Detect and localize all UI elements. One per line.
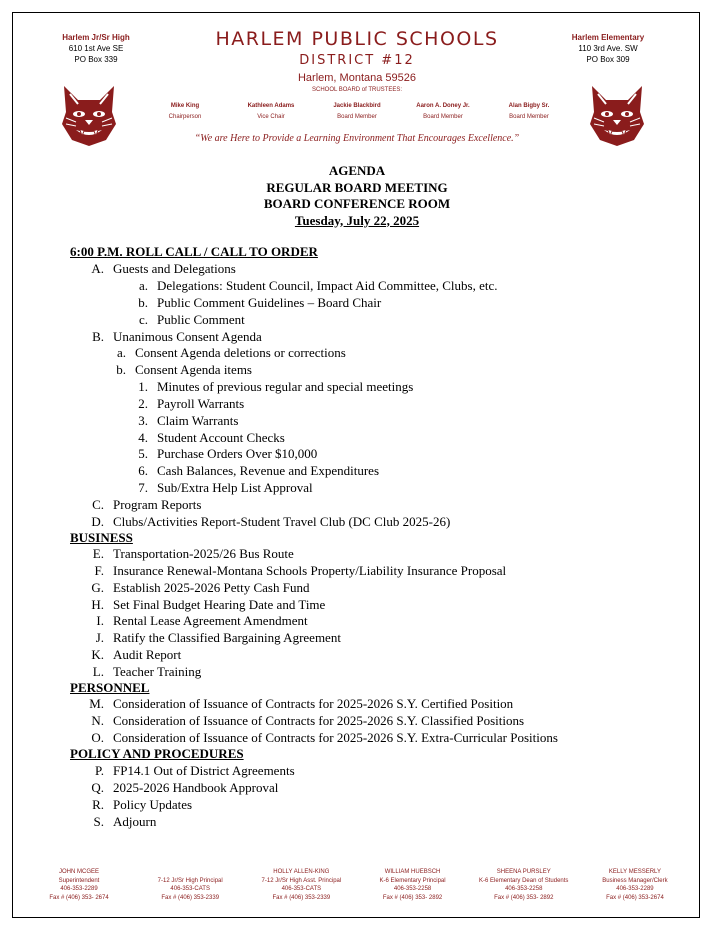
item-label: 7. (138, 480, 148, 495)
trustee-name: Jackie Blackbird (333, 103, 381, 109)
item-text: Unanimous Consent Agenda (113, 329, 262, 344)
trustee-role: Board Member (509, 114, 549, 120)
trustee-name: Kathleen Adams (247, 103, 295, 109)
staff-name (135, 868, 245, 877)
trustee-name: Alan Bigby Sr. (508, 103, 550, 109)
item-text: Cash Balances, Revenue and Expenditures (157, 463, 380, 478)
trustee (228, 101, 314, 123)
staff-fax: Fax # (406) 353- 2892 (494, 894, 554, 901)
item-text: Payroll Warrants (157, 396, 245, 411)
item-label: 4. (138, 430, 148, 445)
item-text: Public Comment (157, 312, 245, 327)
item-label: Q. (91, 780, 104, 795)
wildcat-logo-icon (58, 82, 120, 148)
item-text: 2025-2026 Handbook Approval (113, 780, 279, 795)
policy-heading: POLICY AND PROCEDURES (70, 746, 244, 761)
right-school-address2: PO Box 309 (586, 55, 630, 64)
district-motto: “We are Here to Provide a Learning Environment That Encourages Excellence.” (194, 133, 520, 144)
trustee-role: Board Member (423, 114, 463, 120)
district-city: Harlem, Montana 59526 (297, 72, 416, 84)
item-text: Establish 2025-2026 Petty Cash Fund (113, 580, 310, 595)
item-text: Teacher Training (113, 664, 202, 679)
item-label: J. (95, 630, 104, 645)
item-text: Consent Agenda items (135, 362, 252, 377)
staff-fax: Fax # (406) 353- 2892 (382, 894, 443, 901)
item-label: N. (91, 713, 104, 728)
staff-phone: 406-353-CATS (281, 886, 322, 892)
left-school-name: Harlem Jr/Sr High (62, 33, 130, 42)
item-text: Insurance Renewal-Montana Schools Property/Liability Insurance Proposal (113, 563, 507, 578)
item-label: C. (92, 497, 104, 512)
staff-title: 7-12 Jr/Sr High Asst. Principal (261, 877, 342, 884)
item-label: c. (138, 312, 148, 327)
staff-title: K-6 Elementary Principal (379, 877, 446, 884)
item-text: Guests and Delegations (113, 261, 236, 276)
meeting-date: Tuesday, July 22, 2025 (294, 212, 420, 228)
item-text: Consideration of Issuance of Contracts for 2025-2026 S.Y. Certified Position (113, 696, 514, 711)
staff-fax: Fax # (406) 353-2339 (161, 894, 220, 901)
staff-title: K-6 Elementary Dean of Students (479, 877, 569, 884)
item-label: b. (116, 362, 126, 377)
staff-phone: 406-353-2289 (60, 886, 98, 892)
left-school-address2: PO Box 339 (74, 55, 118, 64)
trustee-role: Chairperson (168, 114, 202, 120)
item-label: a. (138, 278, 148, 293)
item-text: Purchase Orders Over $10,000 (157, 446, 318, 461)
meeting-type: REGULAR BOARD MEETING (266, 179, 448, 195)
item-text: Adjourn (113, 814, 157, 829)
item-text: Delegations: Student Council, Impact Aid Committee, Clubs, etc. (157, 278, 498, 293)
item-text: Consideration of Issuance of Contracts for 2025-2026 S.Y. Extra-Curricular Positions (113, 730, 558, 745)
roll-call-heading: 6:00 P.M. ROLL CALL / CALL TO ORDER (70, 244, 318, 259)
district-title: HARLEM PUBLIC SCHOOLS (215, 28, 499, 50)
staff-title: Business Manager/Clerk (602, 877, 668, 884)
item-label: I. (96, 613, 104, 628)
item-label: 2. (138, 396, 148, 411)
item-text: Sub/Extra Help List Approval (157, 480, 313, 495)
staff-contact (24, 868, 134, 902)
trustee-name: Mike King (170, 103, 200, 109)
staff-name: SHEENA PURSLEY (496, 869, 551, 875)
item-text: Minutes of previous regular and special meetings (157, 379, 414, 394)
trustee (486, 101, 572, 123)
item-label: R. (92, 797, 104, 812)
right-school-block (548, 32, 668, 65)
trustee (314, 101, 400, 123)
staff-contact (469, 868, 579, 902)
item-label: b. (138, 295, 148, 310)
item-label: K. (91, 647, 104, 662)
staff-phone: 406-353-2258 (505, 886, 543, 892)
staff-phone: 406-353-CATS (170, 886, 210, 892)
staff-fax: Fax # (406) 353- 2674 (49, 894, 109, 901)
staff-title: Superintendent (58, 877, 100, 884)
item-text: Ratify the Classified Bargaining Agreement (113, 630, 341, 645)
item-label: 1. (138, 379, 148, 394)
staff-contact (246, 868, 356, 902)
item-label: L. (92, 664, 104, 679)
item-text: Program Reports (113, 497, 202, 512)
meeting-location: BOARD CONFERENCE ROOM (263, 196, 451, 211)
item-text: Set Final Budget Hearing Date and Time (113, 597, 326, 612)
item-label: P. (94, 763, 104, 778)
agenda-title: AGENDA (328, 163, 386, 178)
item-label: 5. (138, 446, 148, 461)
right-school-name: Harlem Elementary (571, 33, 645, 42)
item-text: Clubs/Activities Report-Student Travel Club (DC Club 2025-26) (113, 514, 451, 529)
item-label: a. (116, 345, 126, 360)
item-text: FP14.1 Out of District Agreements (113, 763, 295, 778)
item-text: Student Account Checks (157, 430, 285, 445)
wildcat-logo-icon (586, 82, 648, 148)
item-text: Claim Warrants (157, 413, 239, 428)
left-school-block (36, 32, 156, 65)
item-label: 3. (138, 413, 148, 428)
agenda-heading (150, 163, 564, 229)
item-label: S. (93, 814, 104, 829)
item-label: H. (91, 597, 104, 612)
staff-title: 7-12 Jr/Sr High Principal (157, 877, 223, 884)
item-text: Rental Lease Agreement Amendment (113, 613, 308, 628)
trustee-role: Vice Chair (257, 114, 285, 120)
board-label: SCHOOL BOARD of TRUSTEES: (311, 87, 403, 93)
item-label: F. (94, 563, 104, 578)
item-label: A. (91, 261, 104, 276)
staff-name: WILLIAM HUEBSCH (384, 869, 441, 875)
item-text: Public Comment Guidelines – Board Chair (157, 295, 382, 310)
trustee-list (142, 101, 572, 123)
staff-name: KELLY MESSERLY (608, 869, 661, 875)
district-number: DISTRICT #12 (299, 53, 415, 68)
trustee-role: Board Member (337, 114, 377, 120)
staff-fax: Fax # (406) 353-2674 (606, 894, 664, 901)
trustee (142, 101, 228, 123)
item-text: Transportation-2025/26 Bus Route (113, 546, 294, 561)
item-label: B. (92, 329, 104, 344)
item-label: O. (91, 730, 104, 745)
staff-phone: 406-353-2289 (616, 886, 654, 892)
staff-contact (135, 868, 245, 902)
staff-contact (580, 868, 690, 902)
staff-name: HOLLY ALLEN-KING (273, 869, 330, 875)
item-text: Policy Updates (113, 797, 193, 812)
item-text: Audit Report (113, 647, 182, 662)
item-label: D. (91, 514, 104, 529)
item-label: 6. (138, 463, 148, 478)
business-heading: BUSINESS (70, 530, 133, 545)
item-text: Consent Agenda deletions or corrections (135, 345, 346, 360)
trustee (400, 101, 486, 123)
trustee-name: Aaron A. Doney Jr. (416, 103, 470, 109)
item-label: E. (92, 546, 104, 561)
staff-fax: Fax # (406) 353-2339 (272, 894, 331, 901)
personnel-heading: PERSONNEL (70, 680, 150, 695)
left-school-address1: 610 1st Ave SE (68, 44, 124, 53)
right-school-address1: 110 3rd Ave. SW (578, 44, 638, 53)
item-label: M. (89, 696, 104, 711)
staff-phone: 406-353-2258 (393, 886, 432, 892)
item-text: Consideration of Issuance of Contracts for 2025-2026 S.Y. Classified Positions (113, 713, 525, 728)
item-label: G. (91, 580, 104, 595)
staff-contact (358, 868, 468, 902)
staff-footer (24, 868, 690, 902)
staff-name: JOHN MCGEE (58, 869, 99, 875)
